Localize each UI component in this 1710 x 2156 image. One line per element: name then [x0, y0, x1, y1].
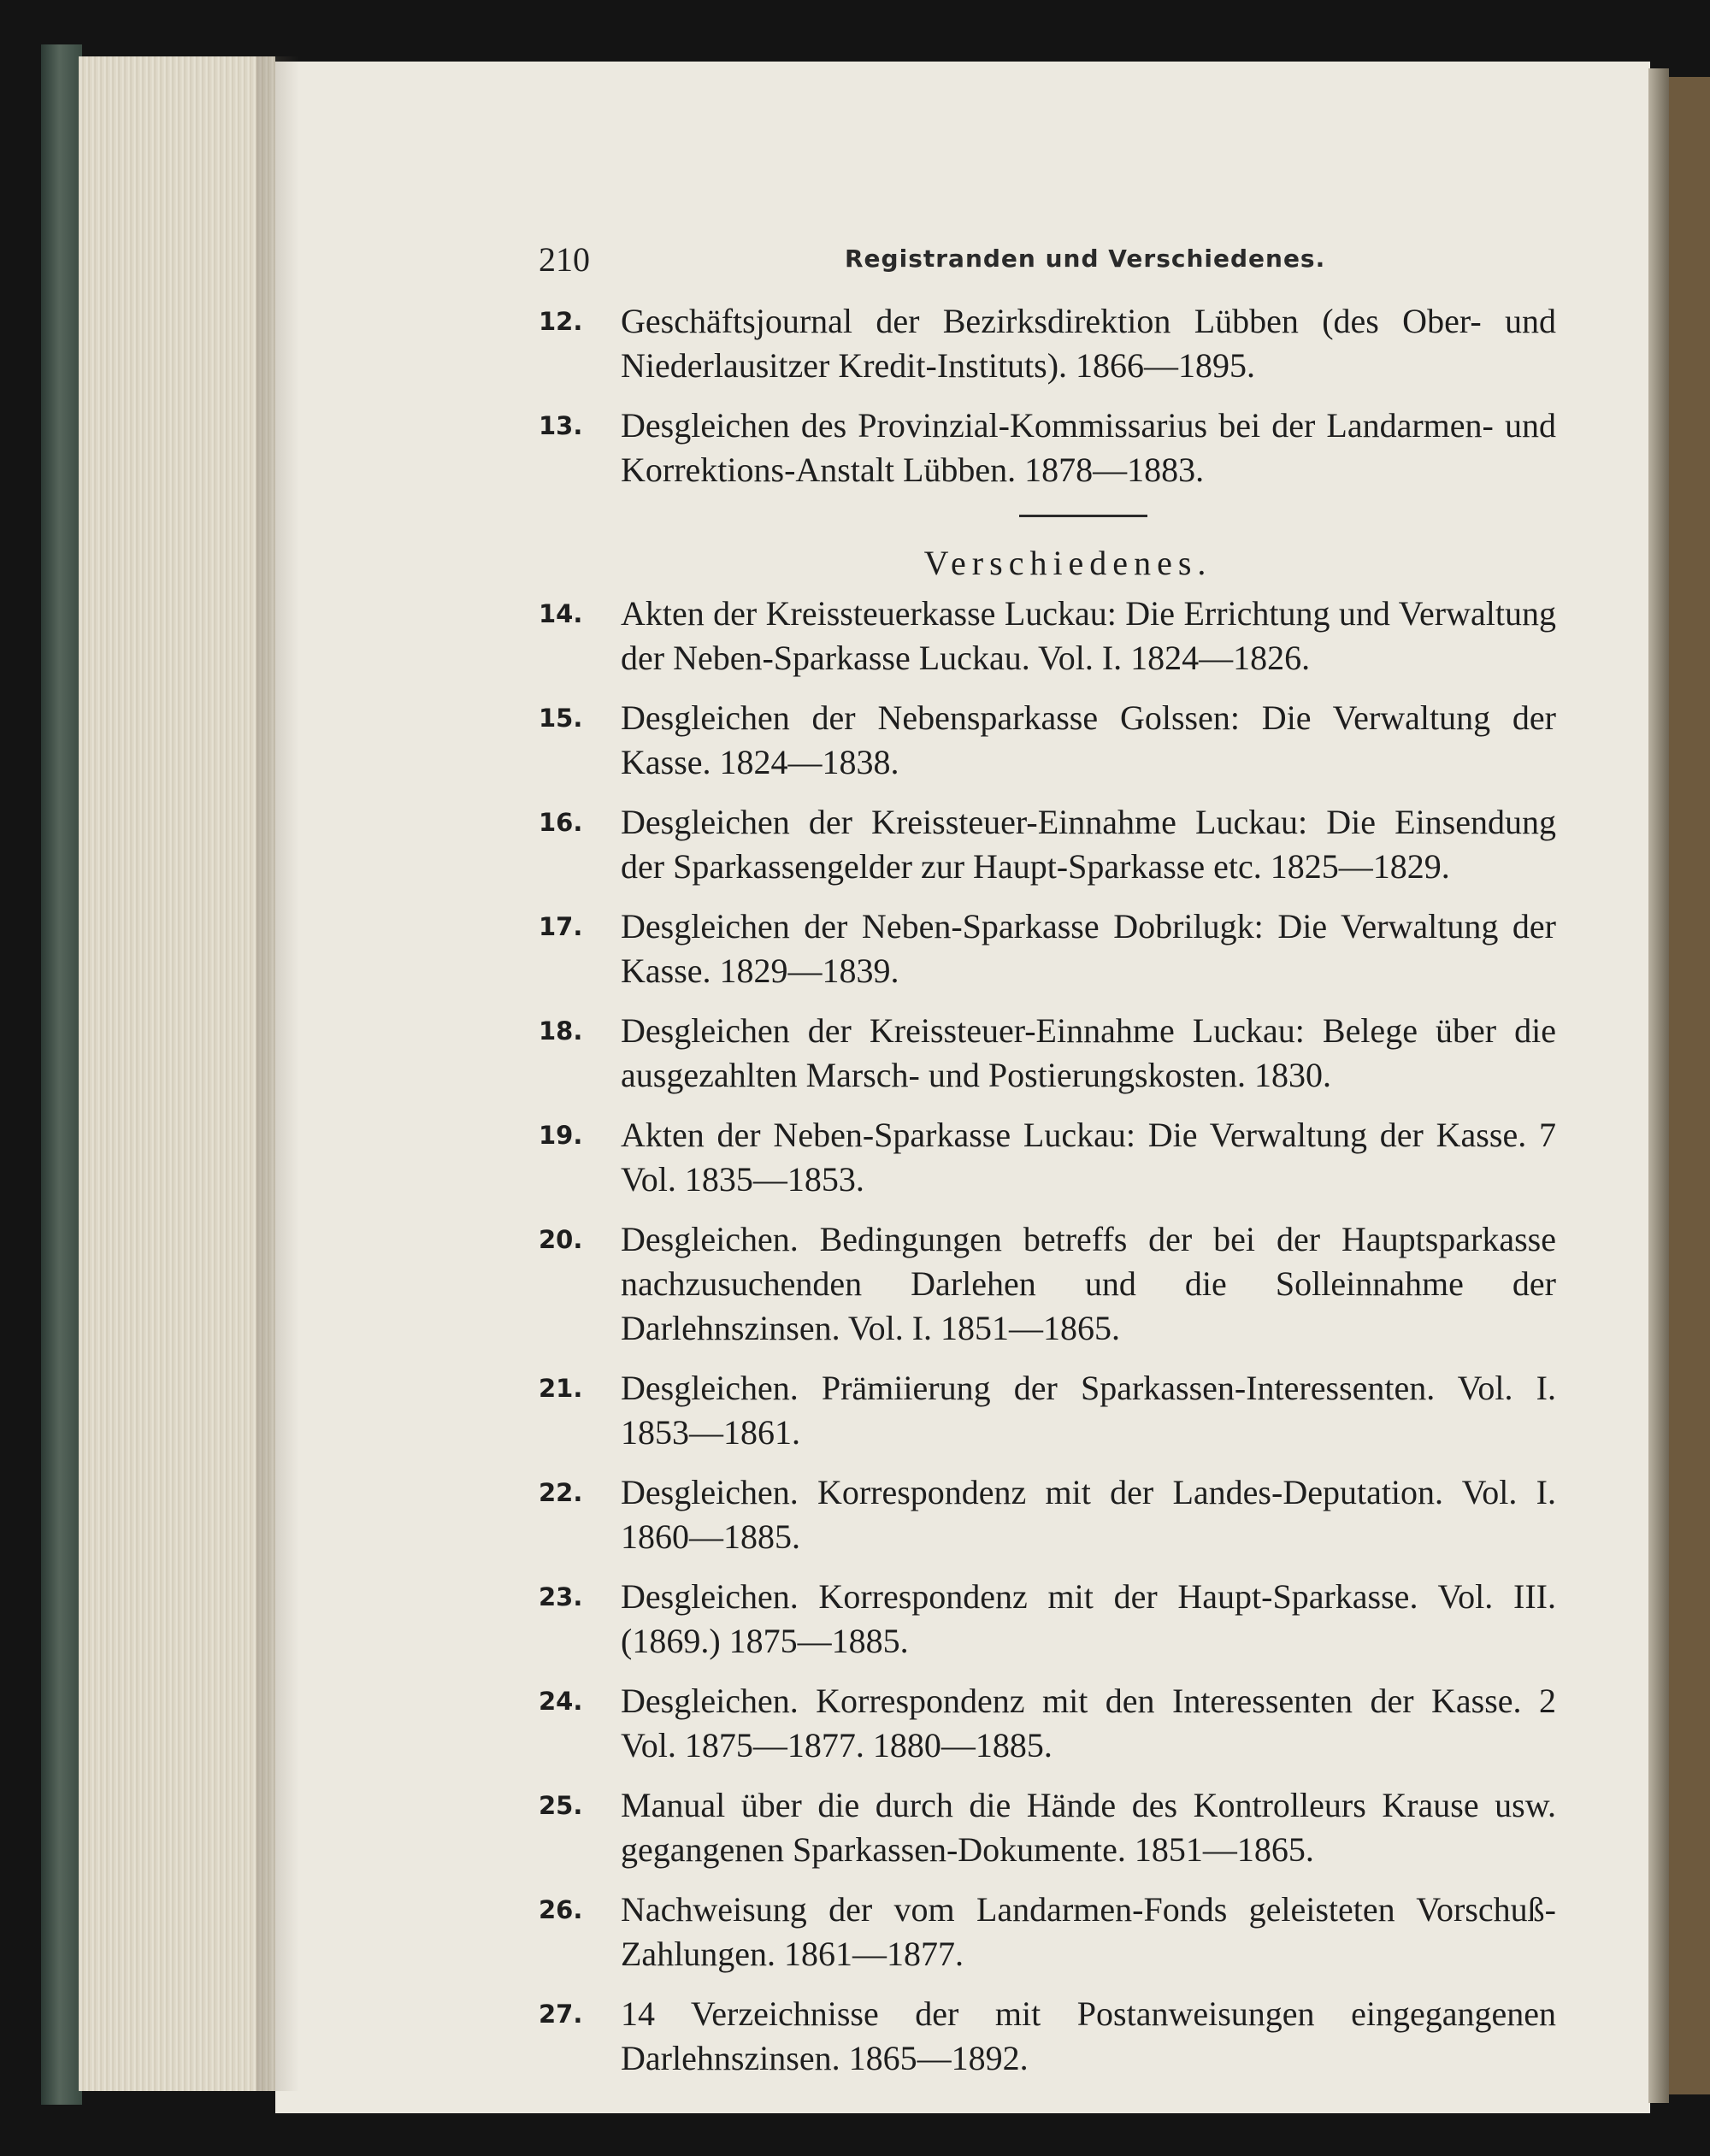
entry-number: 22.: [539, 1478, 583, 1507]
entry-text: Geschäftsjournal der Bezirksdirektion Lübben (des Ober- und Niederlausitzer Kredit-Instituts). 1866—1895.: [621, 302, 1556, 385]
cover-edge: [1669, 77, 1710, 2094]
entry-number: 23.: [539, 1582, 583, 1611]
entry-text: Desgleichen der Nebensparkasse Golssen: Die Verwaltung der Kasse. 1824—1838.: [621, 698, 1556, 781]
gutter-shadow: [256, 56, 299, 2091]
entry-text: Desgleichen. Korrespondenz mit der Landes-Deputation. Vol. I. 1860—1885.: [621, 1473, 1556, 1556]
entry-list: [539, 299, 1556, 2096]
page-header: [539, 239, 1565, 291]
section-divider: [1019, 515, 1147, 517]
entry-text: Desgleichen. Korrespondenz mit den Interessenten der Kasse. 2 Vol. 1875—1877. 1880—1885.: [621, 1682, 1556, 1764]
entry-text: Desgleichen. Korrespondenz mit der Haupt-Sparkasse. Vol. III. (1869.) 1875—1885.: [621, 1577, 1556, 1660]
entry-number: 21.: [539, 1374, 583, 1403]
entry-item: [539, 1888, 1556, 1976]
entry-item: [539, 299, 1556, 388]
entry-number: 27.: [539, 2000, 583, 2029]
entry-text: Desgleichen. Prämiierung der Sparkassen-Interessenten. Vol. I. 1853—1861.: [621, 1369, 1556, 1452]
entry-number: 20.: [539, 1225, 583, 1254]
entry-number: 19.: [539, 1121, 583, 1150]
entry-item: [539, 696, 1556, 785]
entry-item: [539, 1113, 1556, 1202]
entry-text: Desgleichen des Provinzial-Kommissarius bei der Landarmen- und Korrektions-Anstalt Lübben. 1878—1883.: [621, 406, 1556, 489]
book-spine: [41, 44, 82, 2105]
entry-text: Nachweisung der vom Landarmen-Fonds geleisteten Vorschuß-Zahlungen. 1861—1877.: [621, 1890, 1556, 1973]
entry-text: Desgleichen. Bedingungen betreffs der bei der Hauptsparkasse nachzusuchenden Darlehen und die Solleinnahme der Darlehnszinsen. Vol. I. 1851—1865.: [621, 1220, 1556, 1347]
running-head: Registranden und Verschiedenes.: [845, 244, 1326, 273]
entry-text: Akten der Neben-Sparkasse Luckau: Die Verwaltung der Kasse. 7 Vol. 1835—1853.: [621, 1116, 1556, 1199]
entry-item: [539, 800, 1556, 889]
entry-text: Desgleichen der Kreissteuer-Einnahme Luckau: Die Einsendung der Sparkassengelder zur Haupt-Sparkasse etc. 1825—1829.: [621, 803, 1556, 886]
entry-item: [539, 1366, 1556, 1455]
entry-number: 24.: [539, 1687, 583, 1716]
entry-text: Akten der Kreissteuerkasse Luckau: Die Errichtung und Verwaltung der Neben-Sparkasse Luckau. Vol. I. 1824—1826.: [621, 594, 1556, 677]
entry-number: 12.: [539, 307, 583, 336]
entry-text: 14 Verzeichnisse der mit Postanweisungen eingegangenen Darlehnszinsen. 1865—1892.: [621, 1994, 1556, 2077]
page-rim: [1648, 68, 1669, 2103]
entry-number: 17.: [539, 912, 583, 941]
entry-text: Manual über die durch die Hände des Kontrolleurs Krause usw. gegangenen Sparkassen-Dokumente. 1851—1865.: [621, 1786, 1556, 1869]
entry-item: [539, 1009, 1556, 1098]
entry-item: [539, 1217, 1556, 1351]
entry-item: [539, 1783, 1556, 1872]
entry-number: 18.: [539, 1016, 583, 1046]
entry-number: 14.: [539, 599, 583, 628]
entry-number: 16.: [539, 808, 583, 837]
entry-item: [539, 1679, 1556, 1768]
entry-number: 13.: [539, 411, 583, 440]
entry-text: Desgleichen der Neben-Sparkasse Dobrilugk: Die Verwaltung der Kasse. 1829—1839.: [621, 907, 1556, 990]
entry-item: [539, 1470, 1556, 1559]
entry-item: [539, 404, 1556, 492]
entry-text: Desgleichen der Kreissteuer-Einnahme Luckau: Belege über die ausgezahlten Marsch- und Postierungskosten. 1830.: [621, 1011, 1556, 1094]
entry-number: 26.: [539, 1895, 583, 1924]
entry-item: [539, 1575, 1556, 1664]
entry-item: [539, 592, 1556, 680]
entry-item: [539, 1992, 1556, 2081]
entry-item: [539, 904, 1556, 993]
entry-number: 15.: [539, 704, 583, 733]
page-number: 210: [539, 240, 590, 279]
entry-number: 25.: [539, 1791, 583, 1820]
section-heading: Verschiedenes.: [923, 544, 1212, 582]
page-edges: [79, 56, 275, 2091]
